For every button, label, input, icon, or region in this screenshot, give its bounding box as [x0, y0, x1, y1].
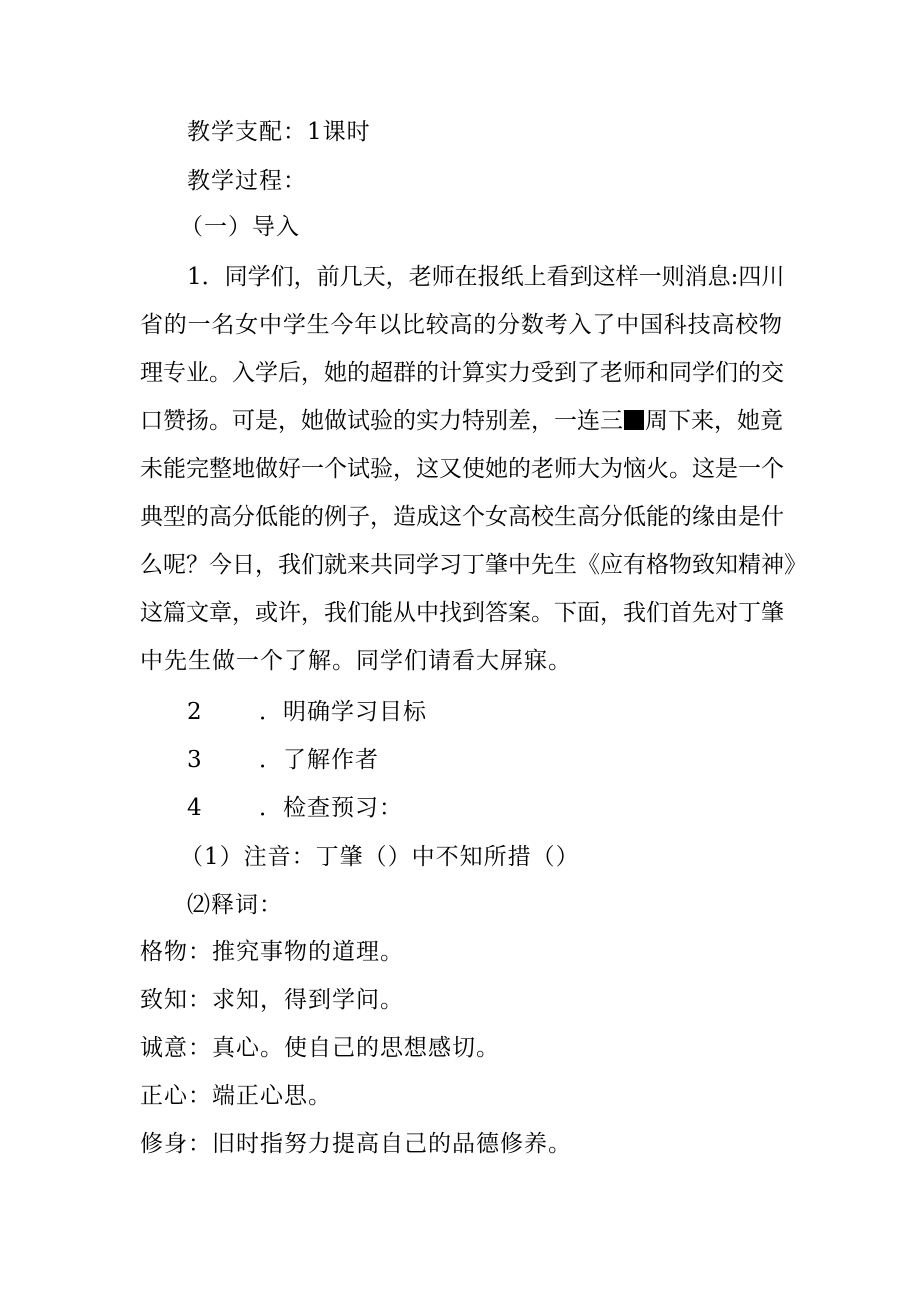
definition-item: 诚意：真心。使自己的思想感切。 — [140, 1035, 500, 1061]
list-item-2 — [187, 697, 427, 727]
paragraph-line-8: 这篇文章，或许，我们能从中找到答案。下面，我们首先对丁肇 — [140, 600, 784, 626]
list-item-3 — [187, 745, 379, 775]
paragraph-line-4-part-a: 口赞扬。可是，她做试验的实力特别差，一连三 — [140, 408, 623, 434]
paragraph-line-5: 未能完整地做好一个试验，这又使她的老师大为恼火。这是一个 — [140, 456, 784, 482]
section-intro-heading: （一）导入 — [180, 214, 300, 240]
list-item-4-number: 4 — [187, 795, 203, 821]
paragraph-line-6: 典型的高分低能的例子，造成这个女高校生高分低能的缘由是什 — [140, 504, 784, 530]
list-item-2-text: ．明确学习目标 — [259, 699, 427, 725]
list-item-4-text: ．检查预习： — [259, 795, 403, 821]
definition-item: 正心：端正心思。 — [140, 1083, 332, 1109]
definitions-heading: ⑵释词： — [187, 892, 283, 918]
pronunciation-line: （1）注音：丁肇（）中不知所措（） — [180, 844, 580, 870]
definition-item: 格物：推究事物的道理。 — [140, 939, 404, 965]
paragraph-line-1: 1．同学们，前几天，老师在报纸上看到这样一则消息:四川 — [187, 264, 785, 290]
paragraph-line-2: 省的一名女中学生今年以比较高的分数考入了中国科技高校物 — [140, 312, 782, 338]
list-item-3-number: 3 — [187, 747, 203, 773]
schedule-line: 教学支配：1课时 — [187, 119, 371, 145]
paragraph-line-7: 么呢？今日，我们就来共同学习丁肇中先生《应有格物致知精神》 — [140, 552, 807, 578]
paragraph-line-3: 理专业。入学后，她的超群的计算实力受到了老师和同学们的交 — [140, 360, 784, 386]
redaction-block — [624, 410, 644, 430]
list-item-2-number: 2 — [187, 699, 203, 725]
definition-item: 致知：求知，得到学问。 — [140, 987, 404, 1013]
definition-item: 修身：旧时指努力提高自己的品德修养。 — [140, 1131, 572, 1157]
paragraph-line-4 — [140, 406, 782, 436]
list-item-4 — [187, 793, 403, 823]
paragraph-line-4-part-b: 周下来，她竟 — [645, 408, 783, 434]
list-item-3-text: ．了解作者 — [259, 747, 379, 773]
process-heading: 教学过程： — [187, 168, 307, 194]
paragraph-line-9: 中先生做一个了解。同学们请看大屏寐。 — [140, 648, 572, 674]
